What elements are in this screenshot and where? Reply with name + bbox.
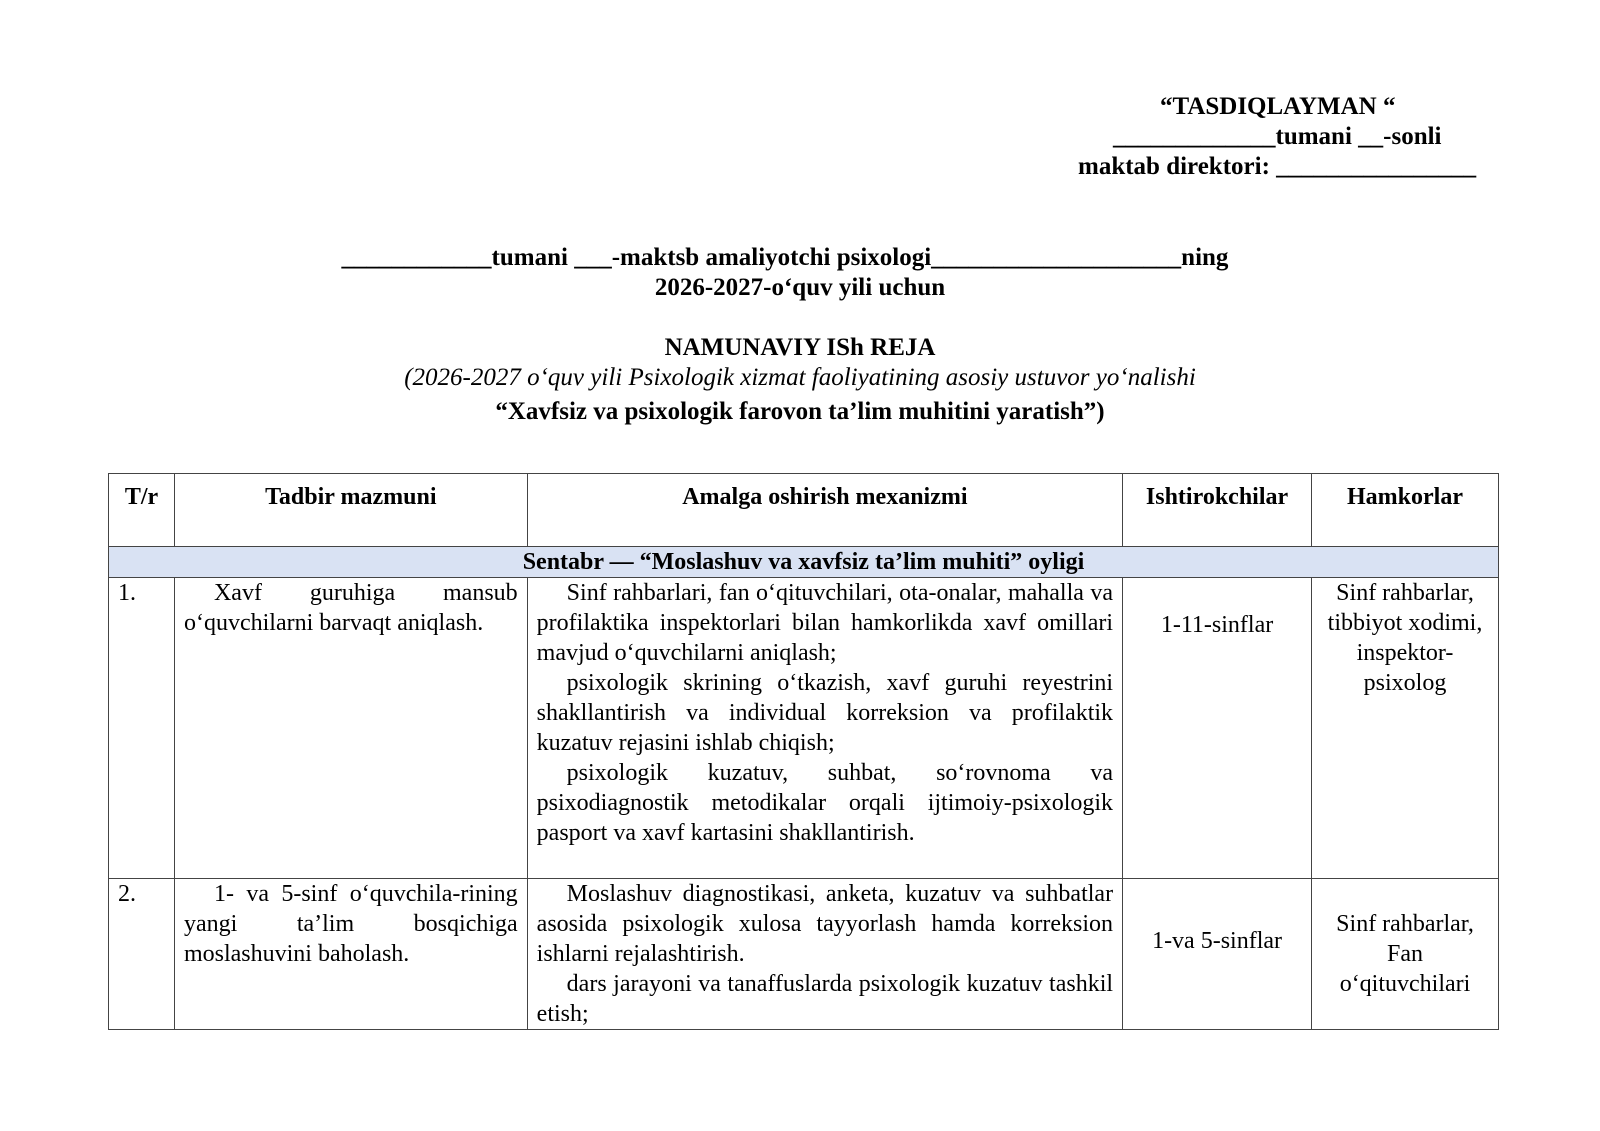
heading-line-2: 2026-2027-o‘quv yili uchun (654, 274, 946, 301)
month-label: Sentabr — “Moslashuv va xavfsiz ta’lim muhiti” oyligi (109, 547, 1499, 578)
document-theme: “Xavfsiz va psixologik farovon ta’lim muhitini yaratish”) (495, 398, 1105, 425)
participants-text: 1-va 5-sinflar (1152, 928, 1283, 954)
approval-district-line: _____________tumani __-sonli (1113, 123, 1442, 150)
row-partners (1312, 879, 1499, 1030)
header-number: T/r (109, 474, 175, 547)
document-subtitle: (2026-2027 o‘quv yili Psixologik xizmat faoliyatining asosiy ustuvor yo‘nalishi (404, 364, 1196, 391)
document-title: NAMUNAVIY ISh REJA (664, 334, 936, 361)
approval-director-line: maktab direktori: ________________ (1078, 153, 1477, 180)
header-participants: Ishtirokchilar (1123, 474, 1312, 547)
table-row (109, 879, 1499, 1030)
header-partners: Hamkorlar (1312, 474, 1499, 547)
mechanism-item: psixologik kuzatuv, suhbat, so‘rovnoma va psixodiagnostik metodikalar orqali ijtimoiy-psixologik pasport va xavf kartasini shakllantirish. (536, 760, 1114, 846)
header-mechanism: Amalga oshirish mexanizmi (527, 474, 1122, 547)
partners-text: Sinf rahbarlar, Fan o‘qituvchilari (1336, 911, 1474, 997)
row-mechanism (527, 578, 1122, 879)
work-plan-table (108, 473, 1499, 1030)
row-participants (1123, 879, 1312, 1030)
document-heading (0, 243, 1600, 303)
heading-line-1: ____________tumani ___-maktsb amaliyotchi psixologi____________________ning (341, 244, 1229, 271)
mechanism-item: Moslashuv diagnostikasi, anketa, kuzatuv va suhbatlar asosida psixologik xulosa tayyorlash hamda korreksion ishlarni rejalashtirish. (536, 881, 1114, 967)
row-number: 2. (109, 879, 175, 1030)
mechanism-item: psixologik skrining o‘tkazish, xavf guruhi reyestrini shakllantirish va individual korreksion va profilaktik kuzatuv rejasini ishlab chiqish; (536, 670, 1114, 756)
approval-title: “TASDIQLAYMAN “ (1160, 93, 1396, 120)
header-event: Tadbir mazmuni (174, 474, 527, 547)
mechanism-item: dars jarayoni va tanaffuslarda psixologik kuzatuv tashkil etish; (536, 971, 1114, 1027)
row-partners: Sinf rahbarlar, tibbiyot xodimi, inspektor-psixolog (1312, 578, 1499, 879)
row-event-text: Xavf guruhiga mansub o‘quvchilarni barvaqt aniqlash. (183, 580, 518, 636)
row-number: 1. (109, 578, 175, 879)
row-participants (1123, 578, 1312, 879)
row-event-text: 1- va 5-sinf o‘quvchila-rining yangi ta’lim bosqichiga moslashuvini baholash. (183, 881, 518, 967)
row-event (174, 578, 527, 879)
table-row (109, 578, 1499, 879)
table-header-row (109, 474, 1499, 547)
title-block (0, 333, 1600, 427)
month-row (109, 547, 1499, 578)
mechanism-item: Sinf rahbarlari, fan o‘qituvchilari, ota-onalar, mahalla va profilaktika inspektorlari bilan hamkorlikda xavf omillari mavjud o‘quvchilarni aniqlash; (536, 580, 1114, 666)
row-event (174, 879, 527, 1030)
participants-text: 1-11-sinflar (1160, 612, 1274, 638)
approval-block (1040, 92, 1520, 182)
row-mechanism (527, 879, 1122, 1030)
